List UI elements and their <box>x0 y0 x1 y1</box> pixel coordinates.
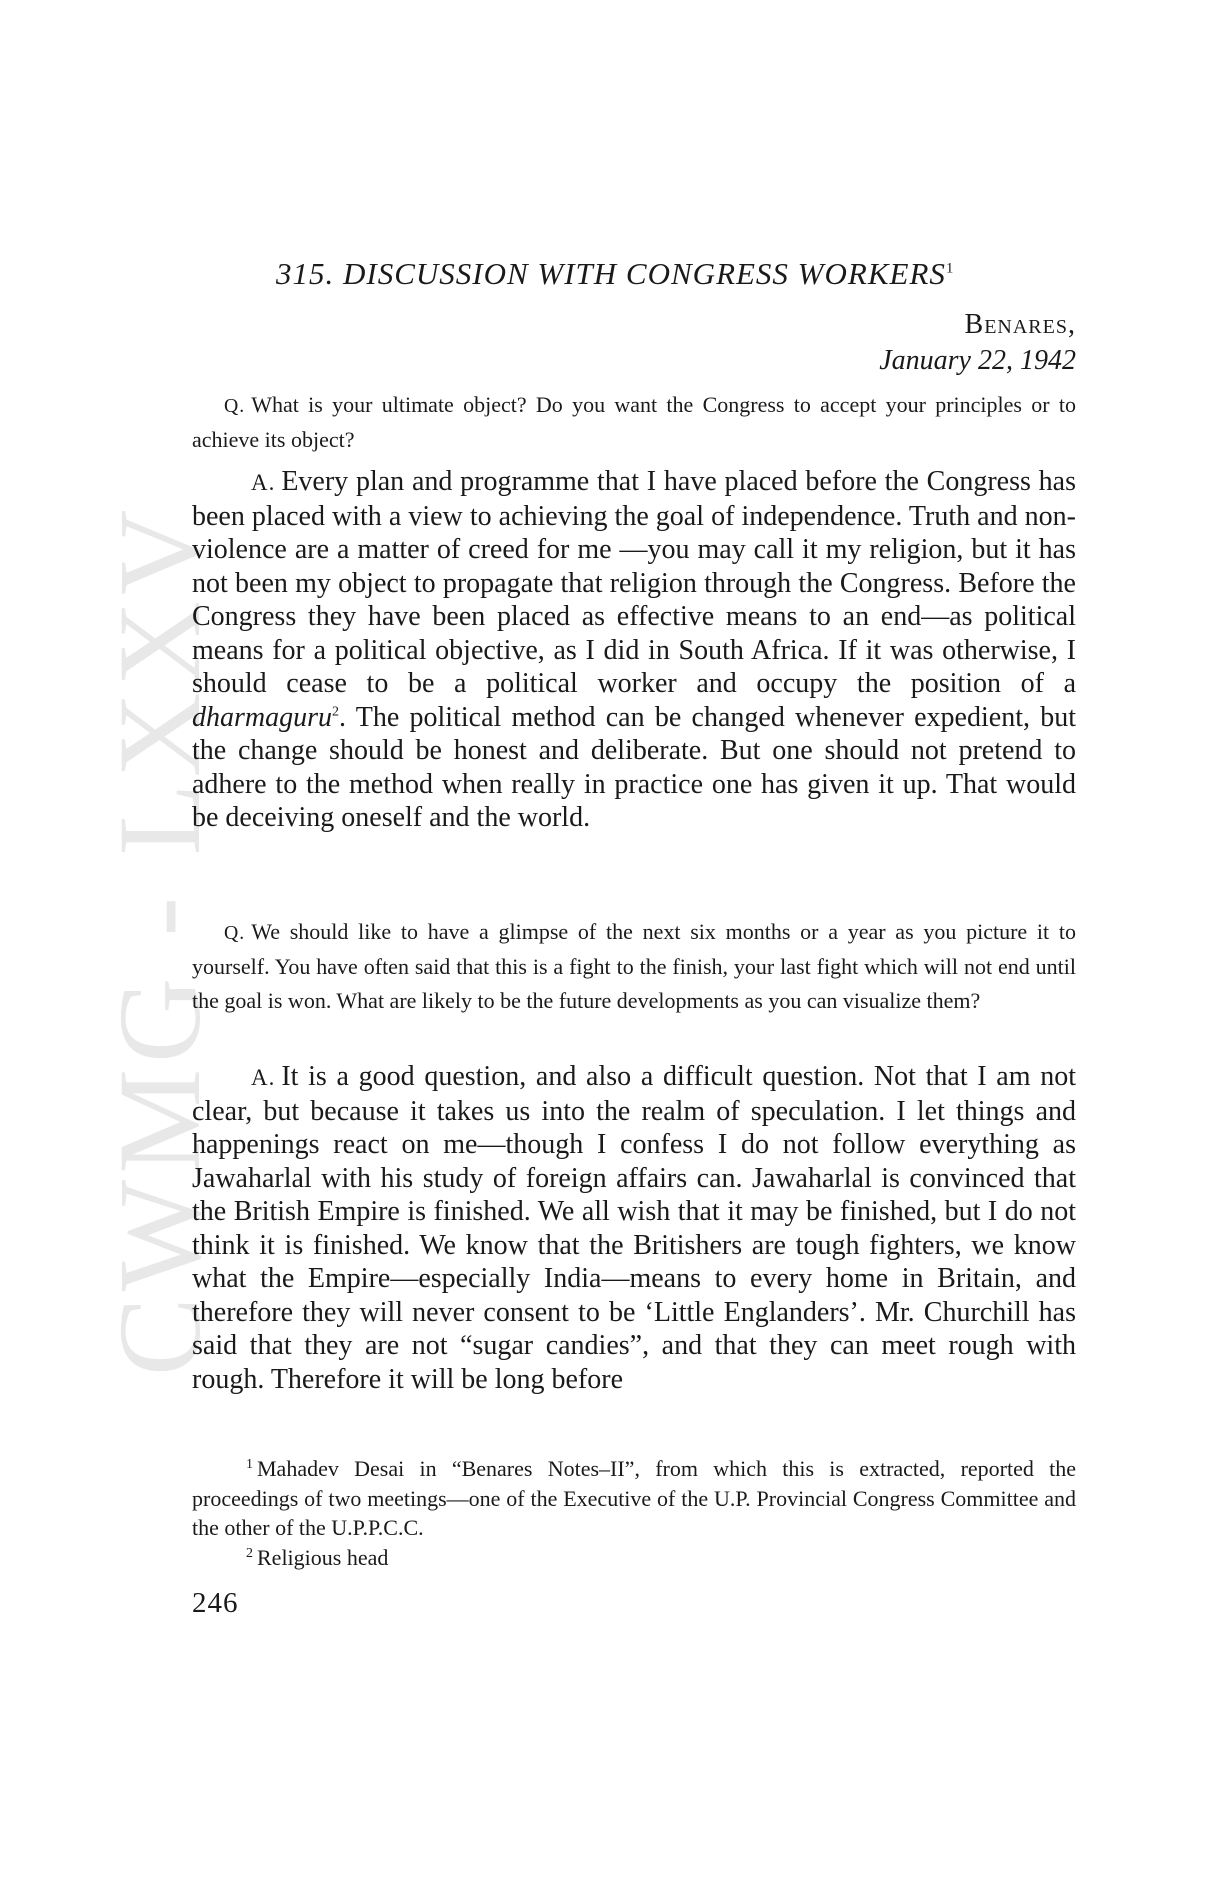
dateline-place: Benares, <box>964 309 1076 340</box>
footnote-2 <box>192 1543 1076 1573</box>
footnote-1 <box>192 1454 1076 1543</box>
heading-title: DISCUSSION WITH CONGRESS WORKERS <box>343 256 946 291</box>
answer-text-part-1: Every plan and programme that I have placed before the Congress has been placed with a view to achieving the goal of independence. Truth and non-violence are a matter of creed for me —you may call it my religion, but it has not been my object to propagate that religion through the Congress. Before the Congress they have been placed as effective means to an end—as political means for a political objective, as I did in South Africa. If it was otherwise, I should cease to be a political worker and occupy the position of a <box>192 466 1076 699</box>
watermark: CWMG - LXXV <box>94 503 225 1377</box>
answer-label: A. <box>251 1065 276 1090</box>
footnote-ref: 1 <box>246 1456 253 1472</box>
dateline-date: January 22, 1942 <box>879 345 1076 376</box>
question-text: We should like to have a glimpse of the next six months or a year as you picture it to yourself. You have often said that this is a fight to the finish, your last fight which will not end until the goal is won. What are likely to be the future developments as you can visualize them? <box>192 919 1076 1013</box>
question-label: Q. <box>224 395 246 417</box>
answer-2 <box>192 1060 1076 1396</box>
answer-text-part-2: . The political method can be changed whenever expedient, but the change should be honest and deliberate. But one should not pretend to adhere to the method when really in practice one has given it up. That would be deceiving oneself and the world. <box>192 701 1076 833</box>
footnote-text: Mahadev Desai in “Benares Notes–II”, from which this is extracted, reported the proceedings of two meetings—one of the Executive of the U.P. Provincial Congress Committee and the other of the U.P.P.C.C. <box>192 1456 1076 1540</box>
answer-footnote-ref: 2 <box>332 704 340 720</box>
answer-text: It is a good question, and also a difficult question. Not that I am not clear, but because it takes us into the realm of speculation. I let things and happenings react on me—though I confess I do not follow everything as Jawaharlal with his study of foreign affairs can. Jawaharlal is convinced that the British Empire is finished. We all wish that it may be finished, but I do not think it is finished. We know that the Britishers are tough fighters, we know what the Empire—especially India—means to every home in Britain, and therefore they will never consent to be ‘Little Englanders’. Mr. Churchill has said that they are not “sugar candies”, and that they can meet rough with rough. Therefore it will be long before <box>192 1061 1076 1395</box>
answer-1 <box>192 465 1076 835</box>
document-title <box>276 256 1096 292</box>
heading-number: 315. <box>276 256 335 291</box>
answer-label: A. <box>251 470 276 495</box>
question-1 <box>192 388 1076 457</box>
heading-footnote-ref: 1 <box>945 260 955 277</box>
footnote-ref: 2 <box>246 1545 253 1561</box>
question-label: Q. <box>224 922 246 944</box>
question-2 <box>192 915 1076 1017</box>
answer-italic-term: dharmaguru <box>192 701 333 733</box>
footnote-text: Religious head <box>257 1545 389 1570</box>
page-number: 246 <box>192 1587 239 1619</box>
question-text: What is your ultimate object? Do you want the Congress to accept your principles or to achieve its object? <box>192 392 1076 453</box>
